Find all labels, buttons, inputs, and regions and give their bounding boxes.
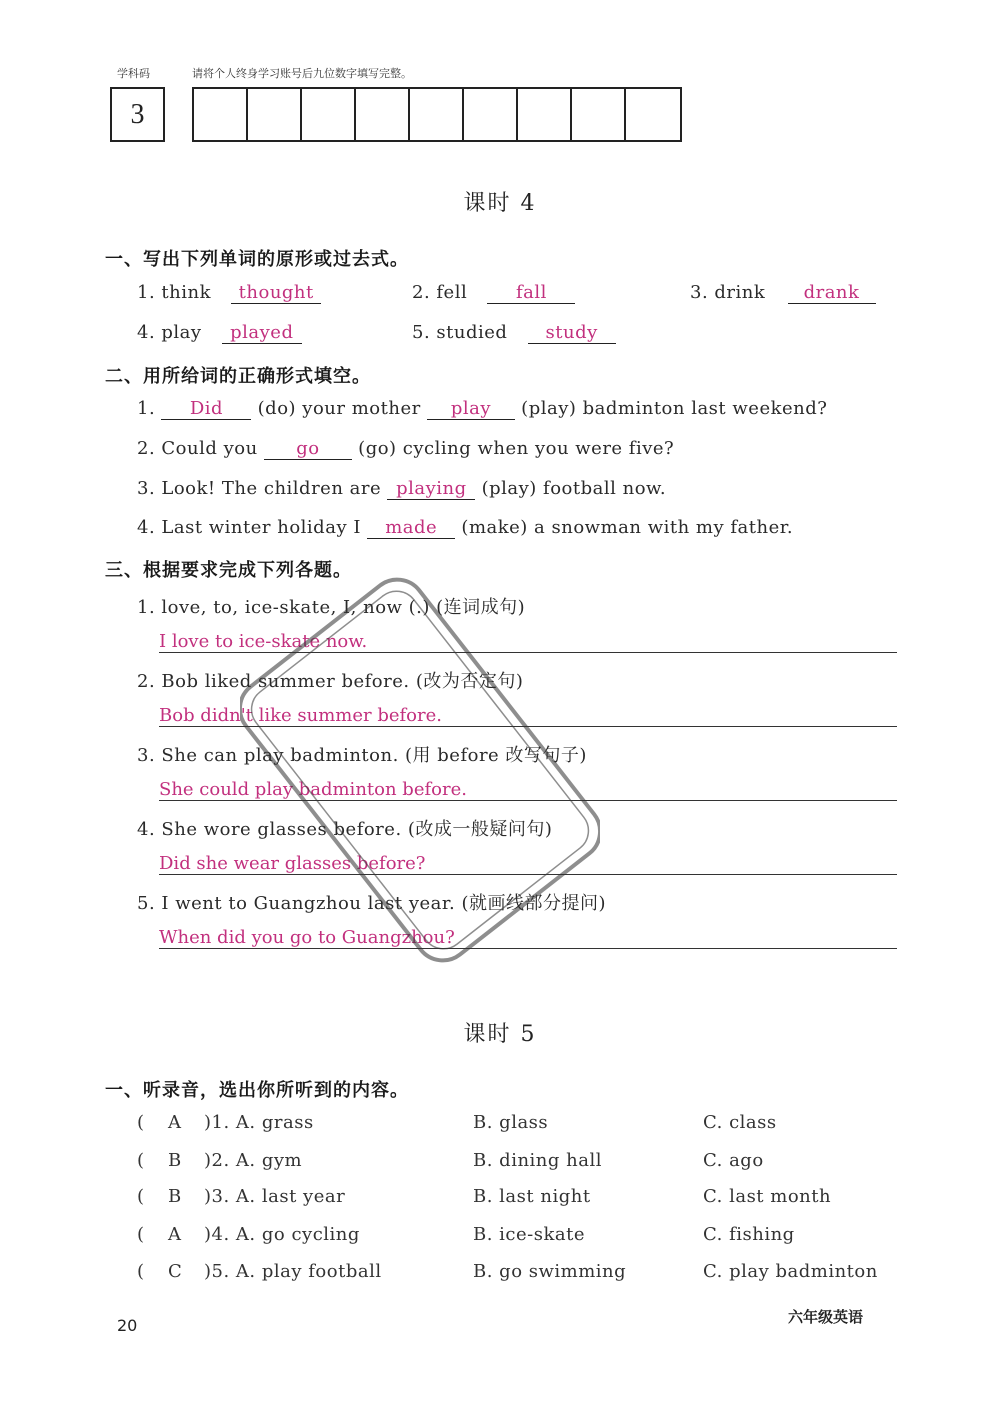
subject-code-label: 学科码 (117, 67, 150, 80)
rewrite-question: 4. She wore glasses before. (改成一般疑问句) (137, 819, 553, 840)
rewrite-question: 1. love, to, ice-skate, I, now (.) (连词成句) (137, 597, 526, 618)
fill-answer: made (367, 518, 455, 539)
choice-answer: B (168, 1186, 182, 1207)
account-digit-input[interactable] (248, 89, 302, 140)
word-answer: drank (788, 283, 876, 304)
rewrite-answer: Bob didn't like summer before. (159, 705, 442, 726)
rewrite-question: 2. Bob liked summer before. (改为否定句) (137, 671, 524, 692)
word-answer: thought (231, 283, 321, 304)
choice-option-c: C. class (703, 1112, 777, 1133)
account-digit-input[interactable] (410, 89, 464, 140)
fill-answer: playing (387, 479, 475, 500)
fill-answer: Did (161, 399, 251, 420)
choice-option-a: )1. A. grass (204, 1112, 314, 1133)
choice-paren: ( (137, 1186, 145, 1207)
rewrite-answer: Did she wear glasses before? (159, 853, 426, 874)
account-digit-row (192, 87, 682, 142)
choice-paren: ( (137, 1261, 145, 1282)
section-heading: 一、写出下列单词的原形或过去式。 (105, 249, 409, 270)
account-digit-input[interactable] (302, 89, 356, 140)
section-heading: 三、根据要求完成下列各题。 (105, 560, 352, 581)
subject-code-box: 3 (110, 87, 165, 142)
lesson-5-title: 课时 5 (463, 1022, 537, 1047)
choice-option-c: C. play badminton (703, 1261, 878, 1282)
account-digit-input[interactable] (356, 89, 410, 140)
word-question: 3. drink drank (690, 282, 876, 304)
choice-answer: B (168, 1150, 182, 1171)
choice-option-b: B. last night (473, 1186, 591, 1207)
word-question: 1. think thought (137, 282, 321, 304)
choice-option-a: )4. A. go cycling (204, 1224, 360, 1245)
choice-option-c: C. last month (703, 1186, 832, 1207)
account-digit-input[interactable] (464, 89, 518, 140)
choice-option-c: C. ago (703, 1150, 764, 1171)
account-digit-input[interactable] (194, 89, 248, 140)
page-number: 20 (117, 1316, 138, 1335)
choice-paren: ( (137, 1112, 145, 1133)
word-question: 5. studied study (412, 322, 616, 344)
word-question: 2. fell fall (412, 282, 575, 304)
word-answer: fall (487, 283, 575, 304)
account-instruction: 请将个人终身学习账号后九位数字填写完整。 (192, 67, 412, 80)
lesson-4-title: 课时 4 (463, 191, 537, 216)
choice-option-b: B. glass (473, 1112, 549, 1133)
section-heading: 二、用所给词的正确形式填空。 (105, 366, 371, 387)
choice-option-a: )3. A. last year (204, 1186, 346, 1207)
choice-answer: C (168, 1261, 183, 1282)
rewrite-answer: I love to ice-skate now. (159, 631, 368, 652)
section-heading: 一、听录音，选出你所听到的内容。 (105, 1080, 409, 1101)
choice-answer: A (168, 1224, 182, 1245)
fill-answer: play (427, 399, 515, 420)
word-question: 4. play played (137, 322, 302, 344)
word-answer: study (528, 323, 616, 344)
fill-question: 1. Did (do) your mother play (play) badminton last weekend? (137, 398, 828, 419)
rewrite-answer: When did you go to Guangzhou? (159, 927, 455, 948)
fill-question: 2. Could you go (go) cycling when you were five? (137, 438, 675, 459)
fill-question: 3. Look! The children are playing (play) football now. (137, 478, 667, 499)
account-digit-input[interactable] (518, 89, 572, 140)
fill-question: 4. Last winter holiday I made (make) a snowman with my father. (137, 517, 794, 538)
choice-paren: ( (137, 1150, 145, 1171)
stamp-mark (240, 560, 600, 980)
fill-answer: go (264, 439, 352, 460)
choice-option-a: )5. A. play football (204, 1261, 382, 1282)
account-digit-input[interactable] (626, 89, 680, 140)
choice-answer: A (168, 1112, 182, 1133)
rewrite-question: 3. She can play badminton. (用 before 改写句子) (137, 745, 587, 766)
account-digit-input[interactable] (572, 89, 626, 140)
choice-option-a: )2. A. gym (204, 1150, 303, 1171)
rewrite-answer: She could play badminton before. (159, 779, 467, 800)
word-answer: played (222, 323, 302, 344)
choice-paren: ( (137, 1224, 145, 1245)
book-title: 六年级英语 (788, 1308, 864, 1326)
rewrite-question: 5. I went to Guangzhou last year. (就画线部分提问) (137, 893, 607, 914)
choice-option-b: B. ice-skate (473, 1224, 586, 1245)
choice-option-b: B. go swimming (473, 1261, 627, 1282)
choice-option-c: C. fishing (703, 1224, 795, 1245)
choice-option-b: B. dining hall (473, 1150, 602, 1171)
